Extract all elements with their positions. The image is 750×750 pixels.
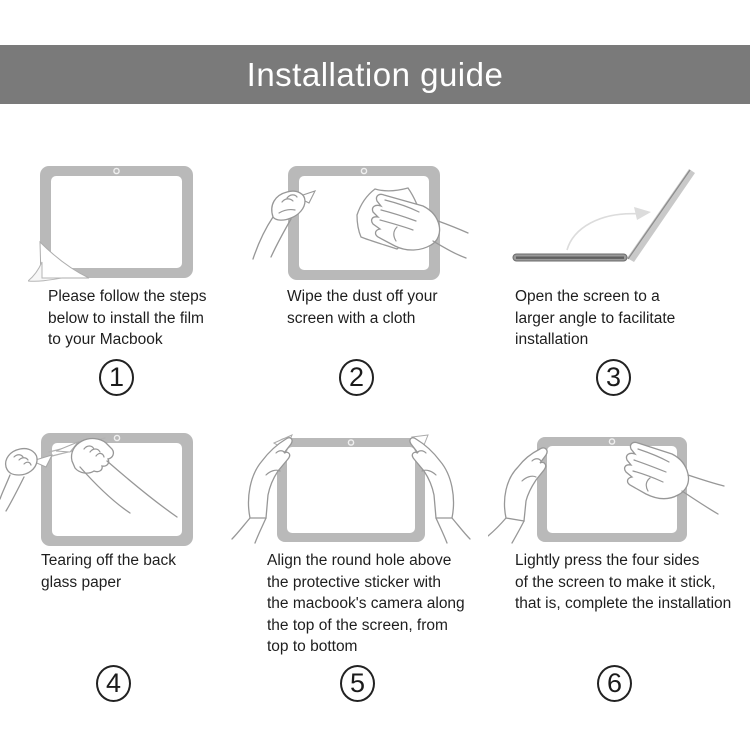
press-screen-sides-icon: [488, 423, 750, 558]
wipe-screen-cloth-icon: [245, 153, 495, 288]
step-6-caption: Lightly press the four sides of the screen to make it stick, that is, complete the installation: [515, 552, 732, 613]
page-title: Installation guide: [246, 55, 504, 93]
screen-film-peel-icon: [28, 158, 228, 283]
step-4-caption: Tearing off the back glass paper: [41, 552, 176, 591]
align-film-two-hands-icon: [230, 423, 510, 558]
step-5-caption: Align the round hole above the protective sticker with the macbook's camera along the top of the screen, from top to bottom: [267, 552, 465, 656]
step-5-number-badge: 5: [340, 665, 375, 702]
step-3-number-badge: 3: [596, 359, 631, 396]
step-6-number-badge: 6: [597, 665, 632, 702]
step-1-caption: Please follow the steps below to install the film to your Macbook: [48, 288, 207, 349]
step-2-number-badge: 2: [339, 359, 374, 396]
step-3-caption: Open the screen to a larger angle to facilitate installation: [515, 288, 676, 349]
step-1-number-badge: 1: [99, 359, 134, 396]
open-laptop-angle-icon: [503, 155, 748, 267]
step-2-caption: Wipe the dust off your screen with a cloth: [287, 288, 438, 327]
step-4-number-badge: 4: [96, 665, 131, 702]
header-banner: [0, 45, 750, 104]
tear-back-paper-icon: [0, 423, 212, 553]
